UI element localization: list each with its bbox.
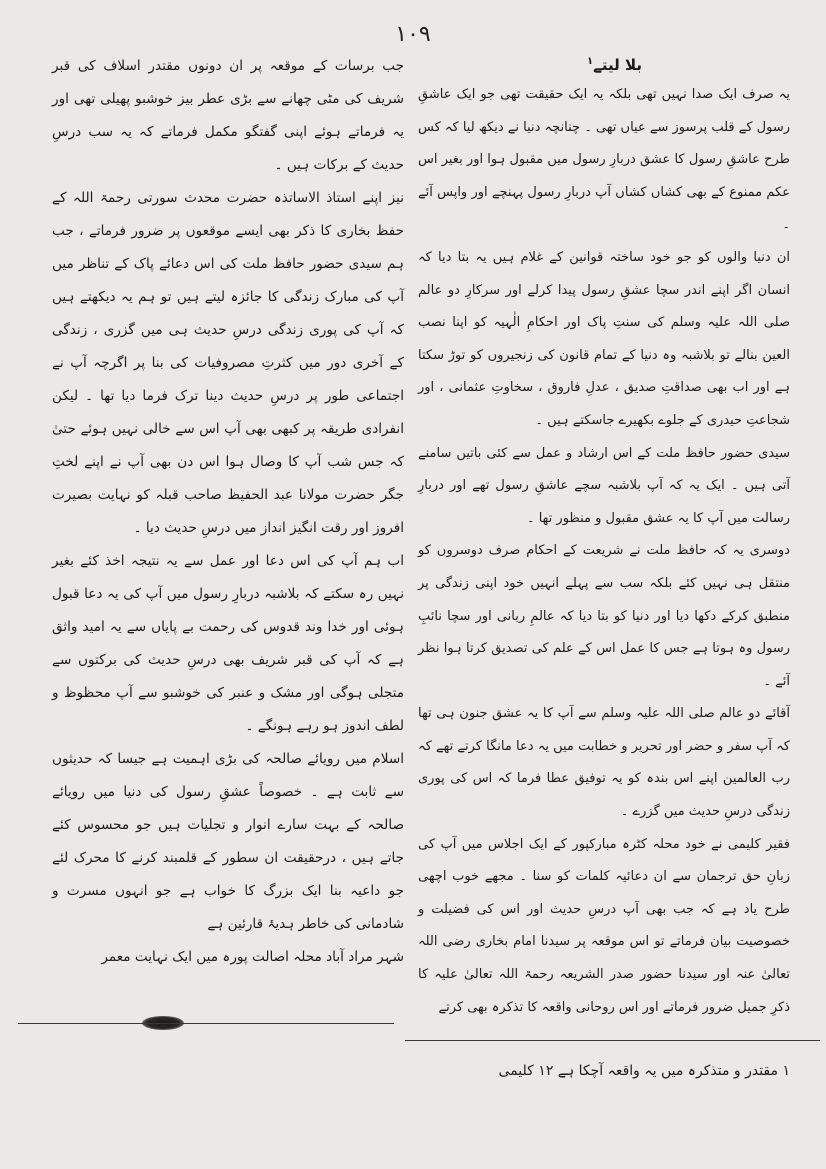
left-paragraph-4: اسلام میں رویائے صالحہ کی بڑی اہمیت ہے جیسا کہ حدیثوں سے ثابت ہے ۔ خصوصاً عشقِ رسول کی دنیا میں رویائے صالحہ کے بہت سارے انوار و تجلیات ہیں جو محسوس کئے جاتے ہیں ، درحقیقت ان سطور کے قلمبند کرنے کا محرک لئے جو داعیہ بنا ایک بزرگ کا خواب ہے جو انہوں مسرت و شادمانی کی خاطر ہدیۂ قارئین ہے (52, 751, 404, 932)
footnote-rule (405, 1040, 820, 1041)
right-paragraph-4: دوسری یہ کہ حافظ ملت نے شریعت کے احکام صرف دوسروں کو منتقل ہی نہیں کئے بلکہ سب سے پہلے انہیں خود اپنی زندگی پر منطبق کرکے دکھا دیا اور دنیا کو بتا دیا کہ عالمِ ربانی اور سچا نائبِ رسول وہ ہوتا ہے جس کا عمل اس کے علم کی تصدیق کرتا ہوا نظر آئے ۔ (418, 543, 790, 689)
left-paragraph-5: شہر مراد آباد محلہ اصالت پورہ میں ایک نہایت معمر (101, 949, 404, 965)
section-heading (418, 50, 790, 77)
right-column (418, 50, 790, 1024)
right-paragraph-3: سیدی حضور حافظ ملت کے اس ارشاد و عمل سے کئی باتیں سامنے آتی ہیں ۔ ایک یہ کہ آپ بلاشبہ سچے عاشقِ رسول تھے اور دربارِ رسالت میں آپ کا یہ عشق مقبول و منظور تھا ۔ (418, 445, 790, 526)
right-paragraph-5: آقائے دو عالم صلی اللہ علیہ وسلم سے آپ کا یہ عشق جنون ہی تھا کہ آپ سفر و حضر اور تحریر و خطابت میں یہ دعا مانگا کرتے تھے کہ رب العالمین اپنے اس بندہ کو یہ توفیق عطا فرما کہ اس کی پوری زندگی درسِ حدیث میں گزرے ۔ (418, 706, 790, 820)
heading-footnote-mark: ۱ (586, 56, 594, 67)
left-column-rule (18, 1023, 394, 1024)
left-paragraph-3: اب ہم آپ کی اس دعا اور عمل سے یہ نتیجہ اخذ کئے بغیر نہیں رہ سکتے کہ بلاشبہ دربارِ رسول میں آپ کی یہ دعا قبول ہوئی اور خدا وند قدوس کی رحمت بے پایاں سے یہ امید واثق ہے کہ آپ کی قبر شریف بھی درسِ حدیث کی برکتوں سے متجلی ہوگی اور مشک و عنبر کی خوشبو سے آپ محظوظ و لطف اندوز ہو رہے ہونگے ۔ (52, 553, 404, 734)
section-heading-text: بلا لیتے (593, 56, 642, 74)
right-paragraph-2: ان دنیا والوں کو جو خود ساختہ قوانین کے غلام ہیں یہ بتا دیا کہ انسان اگر اپنے اندر سچا عشقِ رسول پیدا کرلے اور سرکارِ دو عالم صلی اللہ علیہ وسلم کی سنتِ پاک اور احکامِ الٰہیہ کو اپنا نصب العین بنالے تو بلاشبہ وہ دنیا کے تمام قانون کی زنجیروں کو توڑ سکتا ہے اور اب بھی صداقتِ صدیق ، عدلِ فاروق ، سخاوتِ عثمانی ، اور شجاعتِ حیدری کے جلوے بکھیرے جاسکتے ہیں ۔ (418, 249, 790, 428)
left-paragraph-1: جب برسات کے موقعہ پر ان دونوں مقتدر اسلاف کی قبر شریف کی مٹی چھانے سے بڑی عطر بیز خوشبو پھیلی تھی اور یہ فرماتے ہوئے اپنی گفتگو مکمل فرماتے کہ یہ سب درسِ حدیث کے برکات ہیں ۔ (52, 58, 404, 173)
right-paragraph-1: یہ صرف ایک صدا نہیں تھی بلکہ یہ ایک حقیقت تھی جو ایک عاشقِ رسول کے قلب پرسوز سے عیاں تھی ۔ چنانچہ دنیا نے دیکھ لیا کہ کس طرح عاشقِ رسول کا عشق دربارِ رسول میں مقبول ہوا اور بغیر اس عکم ممنوع کے بھی کشاں کشاں آپ دربارِ رسول پہنچے اور واپس آئے ۔ (418, 87, 790, 233)
left-paragraph-2: نیز اپنے استاذ الاساتذہ حضرت محدث سورتی رحمۃ اللہ کے حفظ بخاری کا ذکر بھی ایسے موقعوں پر ضرور فرماتے ، جب ہم سیدی حضور حافظ ملت کی اس دعائے پاک کے تناظر میں آپ کی مبارک زندگی کا جائزہ لیتے ہیں تو ہم یہ دیکھتے ہیں کہ آپ کی پوری زندگی درسِ حدیث ہی میں گزری ، زندگی کے آخری دور میں کثرتِ مصروفیات کی بنا پر اگرچہ آپ نے اجتماعی طور پر درسِ حدیث دینا ترک فرما دیا تھا ۔ لیکن انفرادی طریقہ پر کبھی بھی آپ اس سے خالی نہیں ہوئے حتیٰ کہ جس شب آپ کا وصال ہوا اس دن بھی آپ نے اپنے لختِ جگر حضرت مولانا عبد الحفیظ صاحب قبلہ کو نہایت بصیرت افروز اور رقت انگیز انداز میں درسِ حدیث دیا ۔ (52, 190, 404, 536)
left-column (52, 50, 404, 974)
right-paragraph-6: فقیر کلیمی نے خود محلہ کٹرہ مبارکپور کے ایک اجلاس میں آپ کی زبانِ حق ترجمان سے ان دعائیہ کلمات کو سنا ۔ مجھے خوب اچھی طرح یاد ہے کہ جب بھی آپ درسِ حدیث اور اس کی فضیلت و خصوصیت بیان فرماتے تو اس موقعہ پر سیدنا امام بخاری رضی اللہ تعالیٰ عنہ اور سیدنا حضور صدر الشریعہ رحمۃ اللہ تعالیٰ علیہ کا ذکرِ جمیل ضرور فرماتے اور اس روحانی واقعہ کا تذکرہ بھی کرتے (418, 836, 790, 1015)
footnote: ۱ مقتدر و متذکرہ میں یہ واقعہ آچکا ہے ۱۲ کلیمی (498, 1063, 790, 1079)
page-number: ۱۰۹ (395, 22, 431, 47)
